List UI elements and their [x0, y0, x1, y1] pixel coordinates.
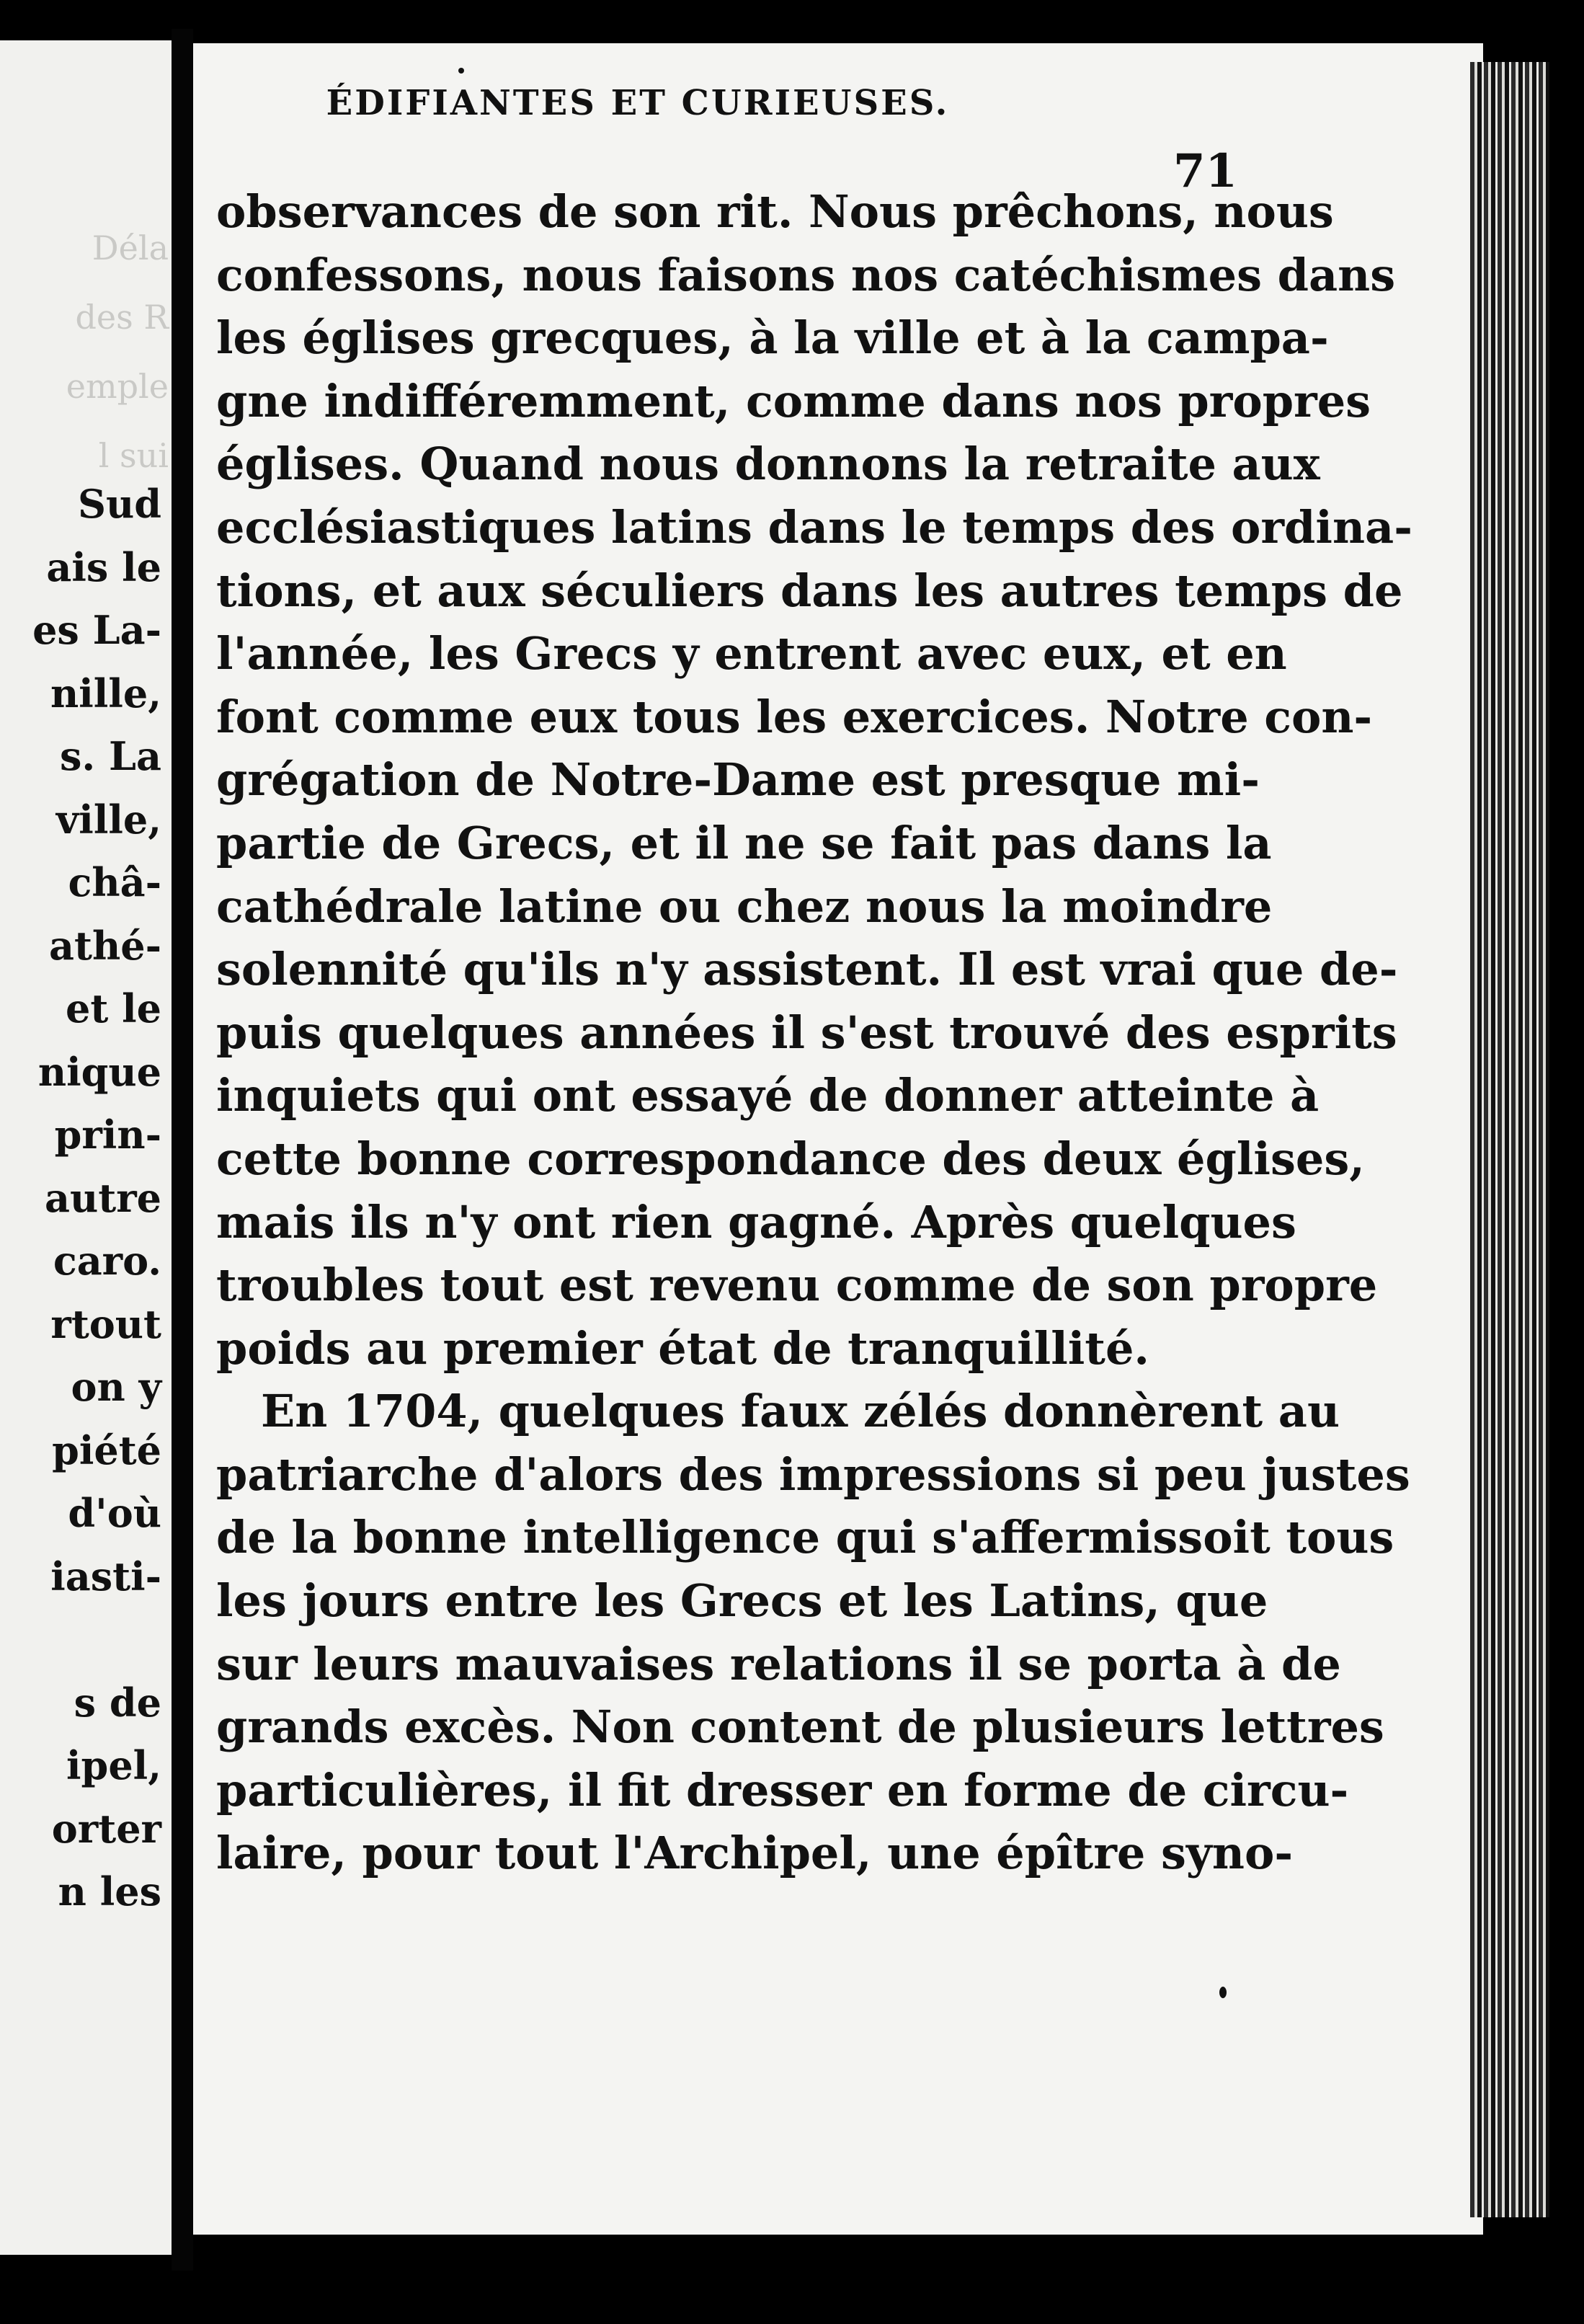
- text-line: l'année, les Grecs y entrent avec eux, et en: [216, 627, 1287, 680]
- ghost-line: Déla: [92, 229, 169, 267]
- text-line: troubles tout est revenu comme de son propre: [216, 1259, 1378, 1312]
- text-line: partie de Grecs, et il ne se fait pas dans la: [216, 816, 1272, 869]
- facing-page-text: [32, 473, 161, 1924]
- facing-line: [32, 1608, 161, 1672]
- facing-line: n les: [58, 1868, 161, 1915]
- text-line: églises. Quand nous donnons la retraite aux: [216, 438, 1320, 491]
- facing-line: caro.: [53, 1238, 161, 1284]
- ink-speck: [1219, 1987, 1227, 1998]
- text-line: inquiets qui ont essayé de donner atteinte à: [216, 1069, 1320, 1122]
- facing-line: Sud: [77, 481, 161, 527]
- facing-line: nille,: [50, 670, 161, 717]
- text-line: confessons, nous faisons nos catéchismes dans: [216, 248, 1396, 301]
- facing-page-left: [0, 40, 172, 2255]
- text-line: puis quelques années il s'est trouvé des esprits: [216, 1006, 1397, 1059]
- text-line: de la bonne intelligence qui s'affermissoit tous: [216, 1511, 1394, 1564]
- text-line: observances de son rit. Nous prêchons, nous: [216, 185, 1334, 238]
- text-line: les jours entre les Grecs et les Latins, que: [216, 1574, 1268, 1628]
- text-line: laire, pour tout l'Archipel, une épître syno-: [216, 1827, 1294, 1880]
- facing-line: d'où: [68, 1490, 161, 1536]
- facing-line: nique: [37, 1048, 161, 1095]
- facing-line: es La-: [32, 607, 161, 653]
- book-gutter: [172, 29, 193, 2271]
- body-text: [216, 180, 1412, 1885]
- text-line: les églises grecques, à la ville et à la campa-: [216, 311, 1329, 365]
- ghost-line: des R: [75, 298, 169, 337]
- text-line: font comme eux tous les exercices. Notre con-: [216, 690, 1373, 743]
- facing-line: ais le: [46, 544, 161, 590]
- facing-line: châ-: [68, 859, 161, 905]
- facing-line: et le: [66, 985, 161, 1032]
- facing-line: s. La: [60, 733, 161, 779]
- text-line: cette bonne correspondance des deux églises,: [216, 1132, 1365, 1185]
- facing-line: on y: [71, 1364, 161, 1410]
- text-line: ecclésiastiques latins dans le temps des ordina-: [216, 500, 1412, 554]
- ghost-line: l sui: [98, 436, 169, 475]
- text-line: mais ils n'y ont rien gagné. Après quelques: [216, 1195, 1296, 1249]
- ink-speck: [458, 68, 464, 74]
- facing-line: iasti-: [50, 1553, 161, 1600]
- facing-line: autre: [45, 1174, 161, 1221]
- text-line: grégation de Notre-Dame est presque mi-: [216, 753, 1260, 807]
- facing-line: athé-: [49, 922, 161, 969]
- facing-line: prin-: [54, 1112, 161, 1158]
- facing-page-ghost-text: [66, 213, 169, 490]
- text-line: particulières, il fit dresser en forme de circu-: [216, 1763, 1349, 1817]
- facing-line: piété: [52, 1427, 161, 1473]
- text-line: tions, et aux séculiers dans les autres temps de: [216, 564, 1403, 617]
- page-edges: [1470, 62, 1549, 2217]
- text-line: cathédrale latine ou chez nous la moindre: [216, 879, 1273, 933]
- page-number: 71: [1173, 144, 1238, 198]
- running-head: ÉDIFIANTES ET CURIEUSES.: [326, 83, 950, 123]
- text-line: patriarche d'alors des impressions si peu justes: [216, 1447, 1410, 1501]
- facing-line: s de: [74, 1679, 161, 1726]
- text-line: grands excès. Non content de plusieurs lettres: [216, 1700, 1384, 1754]
- page-edge-shadow: [1549, 62, 1584, 2324]
- text-line: sur leurs mauvaises relations il se porta à de: [216, 1637, 1341, 1690]
- facing-line: ville,: [55, 796, 161, 843]
- facing-line: ipel,: [66, 1742, 161, 1788]
- text-line: solennité qu'ils n'y assistent. Il est vrai que de-: [216, 943, 1398, 996]
- facing-line: orter: [51, 1805, 161, 1852]
- ghost-line: emple: [66, 367, 169, 406]
- paragraph-end-line: poids au premier état de tranquillité.: [216, 1321, 1149, 1375]
- text-line: gne indifféremment, comme dans nos propres: [216, 374, 1371, 427]
- facing-line: rtout: [50, 1300, 161, 1347]
- paragraph-start-line: En 1704, quelques faux zélés donnèrent au: [261, 1385, 1340, 1438]
